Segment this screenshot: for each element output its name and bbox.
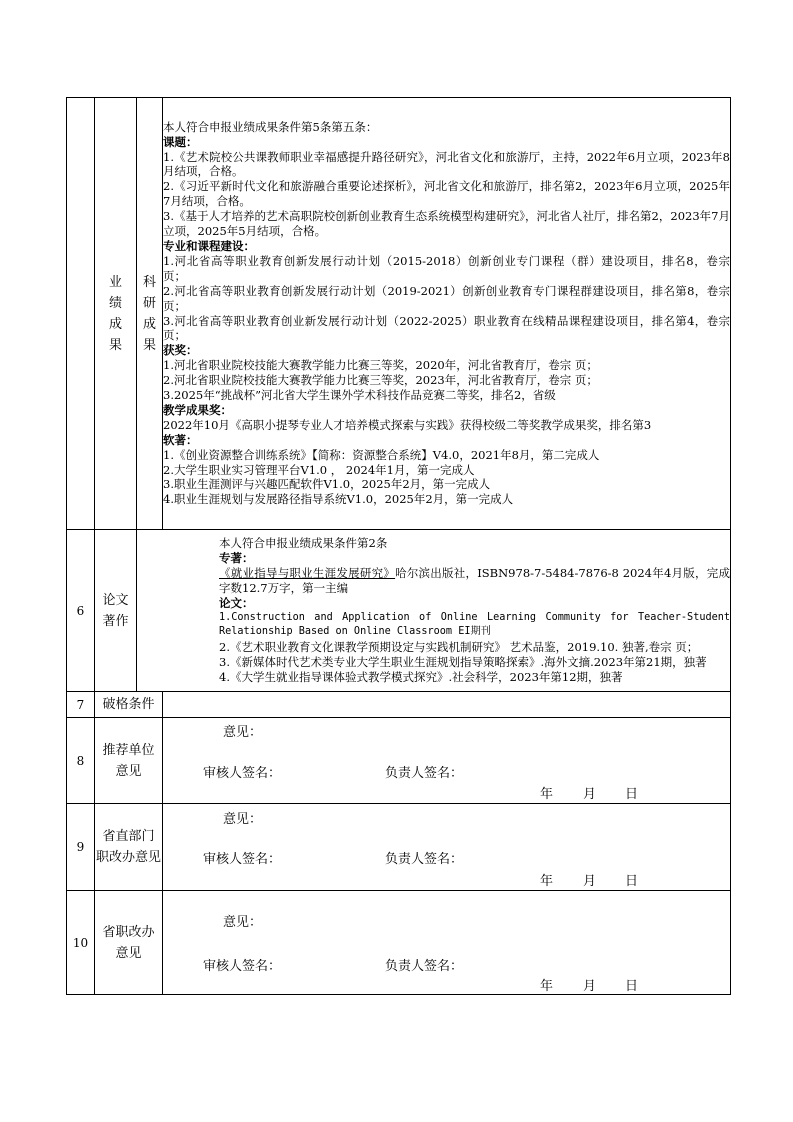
- paper-item: 2.《艺术职业教育文化课教学预期设定与实践机制研究》 艺术品鉴，2019.10. 独著,卷宗 页；: [219, 640, 699, 655]
- book-details: 哈尔滨出版社，ISBN978-7-5484-7876-8 2024年4月版，完成字数12.7万字，第一主编: [219, 565, 730, 595]
- papers-intro: 本人符合申报业绩成果条件第2条: [219, 535, 388, 550]
- row-7-label: 破格条件: [95, 692, 163, 718]
- section-item: 1.《艺术院校公共课教师职业幸福感提升路径研究》，河北省文化和旅游厅，主持，2022年6月立项，2023年8月结项，合格。: [163, 149, 730, 179]
- row-8-reviewer-label: 审核人签名：: [203, 766, 282, 781]
- row-8-year: 年: [540, 787, 554, 802]
- papers-label-cell: [95, 530, 137, 692]
- row-8-label-line-2: 意见: [115, 763, 142, 779]
- section-item: 2.大学生职业实习管理平台V1.0 ， 2024年1月，第一完成人: [163, 462, 475, 477]
- row-10-label: [95, 891, 163, 995]
- research-number-cell: [67, 98, 95, 530]
- section-item: 3.河北省高等职业教育创业新发展行动计划（2022-2025）职业教育在线精品课程建设项目，排名第4，卷宗 页；: [163, 313, 730, 343]
- section-item: 2.河北省职业院校技能大赛教学能力比赛三等奖，2023年，河北省教育厅，卷宗 页；: [163, 373, 598, 388]
- row-8-opinion-label: 意见：: [223, 725, 263, 740]
- row-8-month: 月: [583, 787, 597, 802]
- row-10: [67, 891, 731, 995]
- section-item: 3.2025年“挑战杯”河北省大学生课外学术科技作品竞赛二等奖，排名2，省级: [163, 388, 556, 403]
- row-9-leader-label: 负责人签名：: [385, 852, 464, 867]
- section-heading: 获奖：: [163, 343, 198, 358]
- row-9-label-line-1: 省直部门: [102, 829, 155, 844]
- row-9: [67, 804, 731, 891]
- research-sub-label: [137, 98, 163, 530]
- papers-label: 论文 著作: [102, 592, 129, 629]
- row-8-leader-label: 负责人签名：: [385, 766, 464, 781]
- row-10-label-line-2: 意见: [115, 945, 142, 961]
- section-item: 4.职业生涯规划与发展路径指导系统V1.0，2025年2月，第一完成人: [163, 492, 514, 507]
- row-8: [67, 718, 731, 804]
- row-9-month: 月: [583, 874, 597, 889]
- row-10-leader-label: 负责人签名：: [385, 959, 464, 974]
- row-10-day: 日: [625, 979, 639, 994]
- row-9-label: [95, 804, 163, 891]
- papers-content: [137, 530, 731, 692]
- row-10-reviewer-label: 审核人签名：: [203, 959, 282, 974]
- section-item: 2.河北省高等职业教育创新发展行动计划（2019-2021）创新创业教育专门课程群建设项目，排名第8，卷宗 页；: [163, 283, 730, 313]
- sub-label-text: [137, 272, 162, 356]
- row-7-number: 7: [67, 692, 95, 718]
- section-heading: 专业和课程建设：: [163, 238, 255, 253]
- section-heading: 教学成果奖：: [163, 402, 232, 417]
- row-9-year: 年: [540, 874, 554, 889]
- row-10-opinion: [163, 891, 731, 995]
- section-item: 2.《习近平新时代文化和旅游融合重要论述探析》，河北省文化和旅游厅，排名第2，2023年6月立项，2025年7月结项，合格。: [163, 179, 730, 209]
- vertical-text: 科 研 成 果: [142, 274, 156, 353]
- row-8-day: 日: [625, 787, 639, 802]
- paper-item: 4.《大学生就业指导课体验式教学模式探究》.社会科学，2023年第12期，独著: [219, 670, 623, 685]
- book-heading: 专著：: [219, 550, 254, 565]
- section-item: 3.职业生涯测评与兴趣匹配软件V1.0，2025年2月，第一完成人: [163, 477, 491, 492]
- section-item: 2022年10月《高职小提琴专业人才培养模式探索与实践》获得校级二等奖教学成果奖，排名第3: [163, 417, 652, 432]
- group-label-text: [95, 272, 136, 356]
- research-row: [67, 98, 731, 530]
- section-heading: 课题：: [163, 134, 198, 149]
- paper-item: 3.《新媒体时代艺术类专业大学生职业生涯规划指导策略探索》.海外文摘.2023年第21期，独著: [219, 655, 707, 670]
- row-9-label-line-2: 职改办意见: [95, 850, 161, 865]
- row-7-value: [163, 692, 731, 718]
- row-8-label-line-1: 推荐单位: [102, 742, 155, 758]
- paper-heading: 论文：: [219, 595, 254, 610]
- section-item: 1.河北省职业院校技能大赛教学能力比赛三等奖，2020年，河北省教育厅，卷宗 页；: [163, 358, 598, 373]
- section-item: 1.河北省高等职业教育创新发展行动计划（2015-2018）创新创业专门课程（群）建设项目，排名8，卷宗 页；: [163, 253, 730, 283]
- paper-item: 1.Construction and Application of Online Learning Community for Teacher-Student Relationship Based on Online Classroom EI期刊: [219, 611, 730, 638]
- research-content: [163, 98, 731, 530]
- section-item: 3.《基于人才培养的艺术高职院校创新创业教育生态系统模型构建研究》，河北省人社厅，排名第2，2023年7月立项，2025年5月结项，合格。: [163, 209, 730, 239]
- book-title: 《就业指导与职业生涯发展研究》: [219, 565, 396, 580]
- row-10-opinion-label: 意见：: [223, 915, 263, 930]
- row-9-reviewer-label: 审核人签名：: [203, 852, 282, 867]
- row-10-number: 10: [67, 891, 95, 995]
- row-9-opinion: [163, 804, 731, 891]
- row-9-opinion-label: 意见：: [223, 812, 263, 827]
- row-8-number: 8: [67, 718, 95, 804]
- book-entry: [219, 566, 730, 596]
- row-10-month: 月: [583, 979, 597, 994]
- research-intro: 本人符合申报业绩成果条件第5条第五条：: [163, 119, 378, 134]
- section-heading: 软著：: [163, 432, 198, 447]
- row-10-year: 年: [540, 979, 554, 994]
- papers-number: 6: [67, 530, 95, 692]
- row-9-number: 9: [67, 804, 95, 891]
- row-8-label: [95, 718, 163, 804]
- row-9-day: 日: [625, 874, 639, 889]
- row-10-label-line-1: 省职改办: [102, 924, 155, 940]
- application-form-table: [66, 97, 731, 995]
- research-group-label: [95, 98, 137, 530]
- vertical-text: 业 绩 成 果: [108, 274, 122, 353]
- row-7: [67, 692, 731, 718]
- row-8-opinion: [163, 718, 731, 804]
- section-item: 1.《创业资源整合训练系统》【简称：资源整合系统】V4.0，2021年8月，第二完成人: [163, 447, 600, 462]
- papers-row: [67, 530, 731, 692]
